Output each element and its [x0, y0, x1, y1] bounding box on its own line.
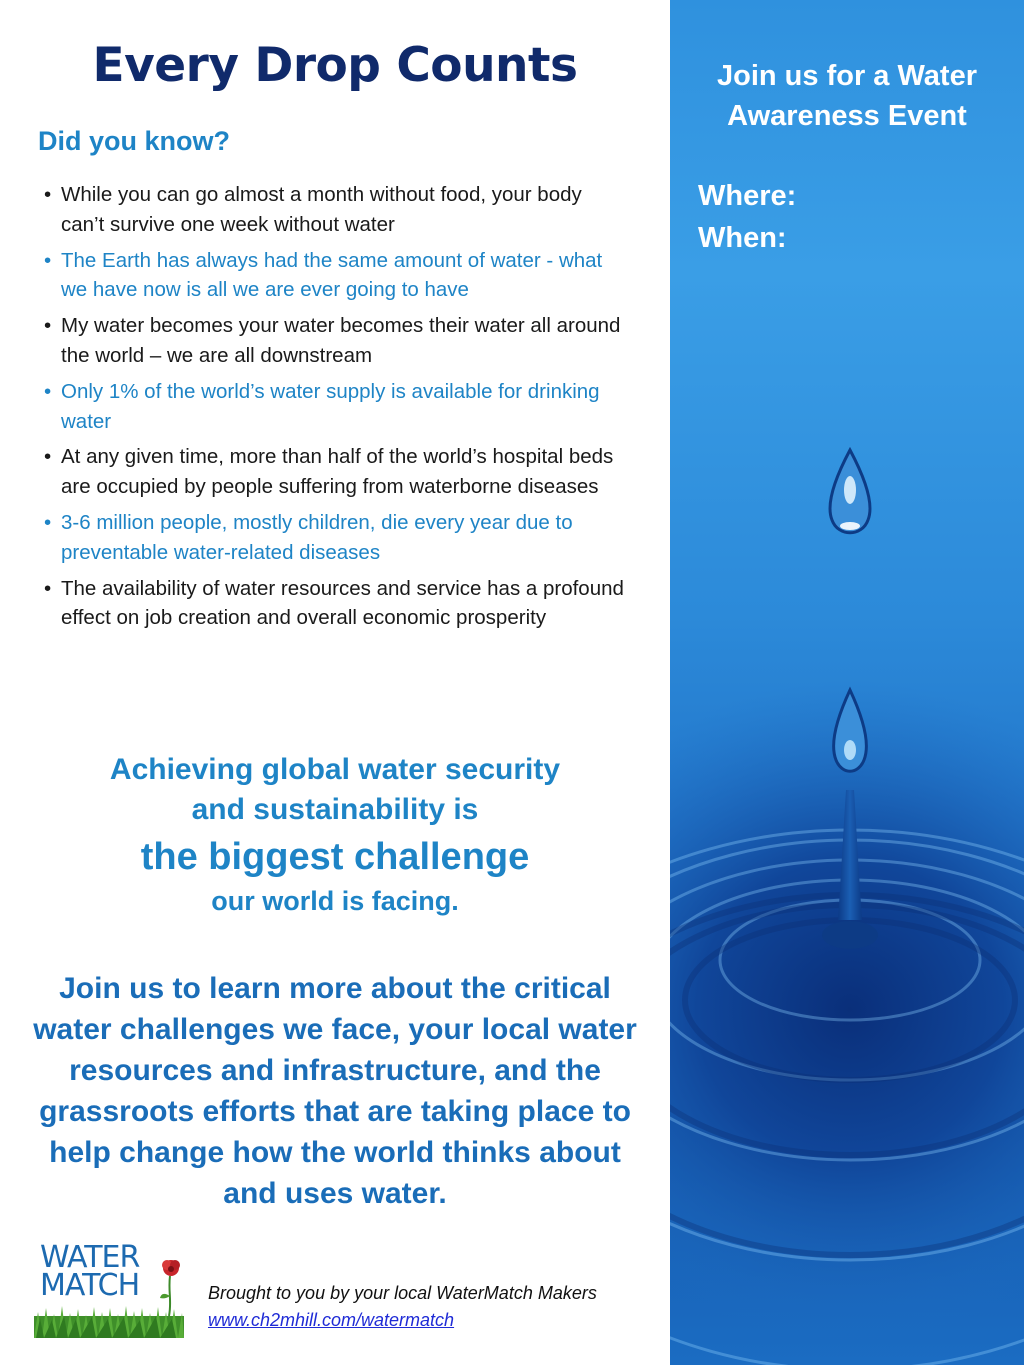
- fact-text: While you can go almost a month without food, your body can’t survive one week without water: [61, 183, 582, 236]
- fact-item: [44, 180, 630, 240]
- when-label: When:: [698, 222, 787, 254]
- bullet-icon: •: [44, 510, 52, 534]
- bullet-icon: •: [44, 314, 52, 338]
- bullet-icon: •: [44, 183, 52, 206]
- fact-text: Only 1% of the world’s water supply is available for drinking water: [61, 379, 600, 433]
- fact-item: [44, 377, 630, 437]
- event-sidebar: [670, 0, 1024, 1365]
- fact-text: My water becomes your water becomes their water all around the world – we are all downstream: [61, 314, 621, 367]
- bullet-icon: •: [44, 248, 52, 272]
- fact-text: The Earth has always had the same amount of water - what we have now is all we are ever going to have: [61, 248, 603, 302]
- fact-item: [44, 574, 630, 634]
- fact-text: At any given time, more than half of the world’s hospital beds are occupied by people suffering from waterborne diseases: [61, 445, 614, 499]
- challenge-line-1: Achieving global water security: [109, 753, 561, 786]
- bullet-icon: •: [44, 576, 52, 600]
- challenge-statement: [30, 750, 640, 918]
- logo-word-water: WATER: [40, 1240, 140, 1275]
- fact-item: [44, 246, 630, 306]
- challenge-emphasis: the biggest challenge: [140, 836, 530, 878]
- fact-item: [44, 508, 630, 568]
- did-you-know-heading: Did you know?: [38, 126, 230, 156]
- grass-icon: [34, 1304, 184, 1338]
- fact-item: [44, 442, 630, 502]
- challenge-line-2: and sustainability is: [191, 793, 479, 826]
- watermatch-logo: [34, 1238, 184, 1336]
- bullet-icon: •: [44, 445, 52, 469]
- join-us-paragraph: Join us to learn more about the critical water challenges we face, your local water resources and infrastructure, and the grassroots efforts that are taking place to help change how the world thinks about and uses water.: [33, 972, 637, 1210]
- bullet-icon: •: [44, 379, 52, 403]
- page-title: Every Drop Counts: [92, 38, 578, 93]
- brought-by-text: Brought to you by your local WaterMatch Makers: [208, 1283, 597, 1303]
- fact-text: 3-6 million people, mostly children, die every year due to preventable water-related diseases: [61, 510, 573, 564]
- fact-text: The availability of water resources and service has a profound effect on job creation and overall economic prosperity: [61, 576, 624, 630]
- fact-item: [44, 311, 630, 371]
- logo-word-match: MATCH: [40, 1268, 140, 1303]
- challenge-line-3: our world is facing.: [211, 886, 459, 916]
- where-label: Where:: [698, 180, 797, 212]
- event-title: Join us for a Water Awareness Event: [717, 60, 977, 132]
- facts-list: [44, 180, 630, 639]
- watermatch-link[interactable]: www.ch2mhill.com/watermatch: [208, 1310, 455, 1330]
